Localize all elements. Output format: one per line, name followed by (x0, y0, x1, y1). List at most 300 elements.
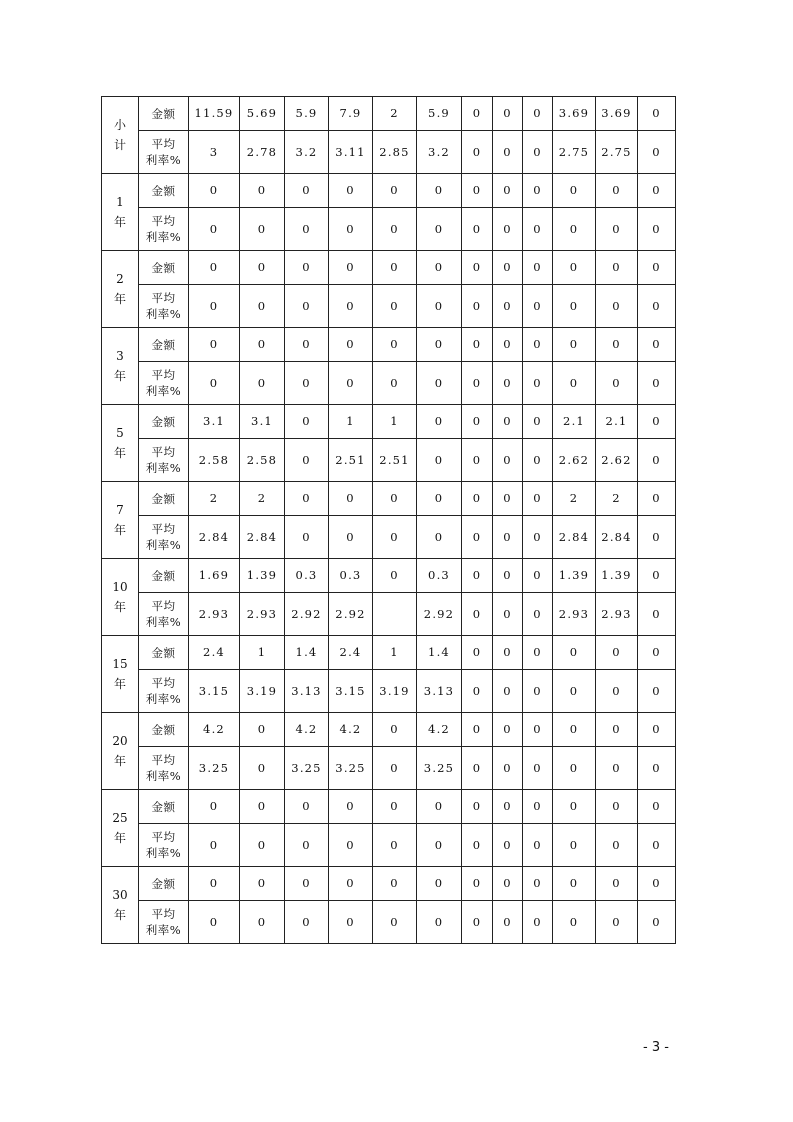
rate-cell: 0 (596, 824, 638, 867)
amount-cell: 1 (329, 405, 373, 439)
amount-cell: 0 (553, 636, 596, 670)
amount-cell: 0 (638, 482, 676, 516)
rate-cell: 2.93 (596, 593, 638, 636)
amount-cell: 0 (462, 790, 493, 824)
rate-cell: 0 (462, 593, 493, 636)
term-label (102, 713, 139, 790)
rate-cell: 3.2 (285, 131, 329, 174)
rate-cell: 0 (240, 747, 285, 790)
rate-cell: 0 (285, 208, 329, 251)
amount-cell: 5.9 (417, 97, 462, 131)
amount-cell: 2.1 (596, 405, 638, 439)
rate-cell: 0 (553, 747, 596, 790)
avg-rate-label-line: 平均 (151, 830, 176, 844)
rate-cell: 2.92 (329, 593, 373, 636)
term-label-line: 年 (113, 754, 126, 768)
rate-cell: 2.78 (240, 131, 285, 174)
term-label-line: 年 (113, 600, 126, 614)
amount-cell: 0 (638, 405, 676, 439)
amount-cell: 0 (493, 405, 523, 439)
term-label (102, 328, 139, 405)
rate-cell: 0 (462, 131, 493, 174)
avg-rate-label (139, 285, 189, 328)
term-label-line: 年 (113, 369, 126, 383)
avg-rate-label-line: 利率% (145, 230, 182, 244)
amount-cell: 0 (553, 328, 596, 362)
rate-cell: 0 (493, 747, 523, 790)
amount-cell: 0 (285, 251, 329, 285)
rate-cell: 2.93 (553, 593, 596, 636)
term-label (102, 867, 139, 944)
amount-cell: 0 (240, 867, 285, 901)
rate-cell: 2.93 (189, 593, 240, 636)
rate-cell: 2.58 (189, 439, 240, 482)
amount-cell: 0 (329, 328, 373, 362)
amount-cell: 1.39 (553, 559, 596, 593)
rate-cell: 0 (240, 362, 285, 405)
amount-label: 金额 (139, 405, 189, 439)
rate-cell: 2.92 (417, 593, 462, 636)
amount-cell: 2.4 (189, 636, 240, 670)
amount-cell: 0 (523, 251, 553, 285)
amount-label: 金额 (139, 328, 189, 362)
amount-cell: 2 (373, 97, 417, 131)
amount-cell: 0 (417, 867, 462, 901)
rate-cell: 0 (523, 362, 553, 405)
amount-label: 金额 (139, 636, 189, 670)
term-label-line: 3 (116, 349, 124, 363)
amount-cell: 0 (417, 328, 462, 362)
amount-cell: 0 (285, 482, 329, 516)
rate-cell: 0 (417, 439, 462, 482)
rate-cell: 0 (329, 901, 373, 944)
rate-cell: 0 (553, 901, 596, 944)
avg-rate-label-line: 平均 (151, 907, 176, 921)
table-row (102, 405, 676, 439)
rate-cell: 0 (523, 593, 553, 636)
rate-cell: 0 (553, 362, 596, 405)
term-label-line: 1 (116, 195, 124, 209)
rate-cell: 0 (553, 285, 596, 328)
amount-cell: 0 (417, 482, 462, 516)
rate-cell: 0 (523, 208, 553, 251)
rate-cell: 0 (462, 901, 493, 944)
amount-cell: 0 (329, 867, 373, 901)
amount-cell: 0 (596, 328, 638, 362)
rate-cell: 3.25 (285, 747, 329, 790)
rate-cell: 0 (596, 285, 638, 328)
rate-cell: 0 (638, 362, 676, 405)
amount-cell: 0 (189, 328, 240, 362)
amount-cell: 0 (462, 251, 493, 285)
rate-cell: 0 (493, 131, 523, 174)
amount-cell: 0 (596, 790, 638, 824)
amount-cell: 0 (417, 174, 462, 208)
rate-cell: 0 (462, 285, 493, 328)
rate-cell: 0 (329, 208, 373, 251)
rate-cell: 0 (638, 824, 676, 867)
amount-cell: 2 (240, 482, 285, 516)
amount-cell: 0 (596, 174, 638, 208)
amount-cell: 0 (462, 867, 493, 901)
amount-cell: 0 (329, 251, 373, 285)
rate-cell: 0 (493, 208, 523, 251)
rate-cell: 0 (493, 670, 523, 713)
amount-cell: 1.4 (417, 636, 462, 670)
table-row (102, 516, 676, 559)
rate-cell: 0 (493, 439, 523, 482)
amount-cell: 0 (553, 867, 596, 901)
avg-rate-label-line: 平均 (151, 522, 176, 536)
rate-cell: 2.85 (373, 131, 417, 174)
rate-cell: 0 (240, 208, 285, 251)
amount-cell: 3.69 (596, 97, 638, 131)
amount-cell: 0 (523, 482, 553, 516)
avg-rate-label-line: 利率% (145, 769, 182, 783)
rate-cell: 0 (189, 285, 240, 328)
table-row (102, 593, 676, 636)
rate-cell: 0 (523, 747, 553, 790)
term-label-line: 15 (112, 657, 128, 671)
amount-cell: 0 (596, 251, 638, 285)
amount-cell: 0 (493, 97, 523, 131)
table-row (102, 97, 676, 131)
term-label (102, 405, 139, 482)
term-label-line: 计 (113, 138, 126, 152)
amount-cell: 3.1 (240, 405, 285, 439)
amount-cell: 0 (417, 790, 462, 824)
rate-cell: 0 (329, 285, 373, 328)
avg-rate-label-line: 平均 (151, 445, 176, 459)
amount-cell: 0 (596, 636, 638, 670)
rate-cell: 0 (329, 824, 373, 867)
avg-rate-label-line: 利率% (145, 307, 182, 321)
amount-cell: 0 (493, 251, 523, 285)
rate-cell: 0 (462, 824, 493, 867)
rate-cell: 0 (523, 901, 553, 944)
amount-cell: 1.39 (240, 559, 285, 593)
rate-cell: 0 (285, 824, 329, 867)
rate-cell: 0 (373, 208, 417, 251)
rate-cell: 0 (523, 824, 553, 867)
amount-label: 金额 (139, 867, 189, 901)
amount-cell: 0 (638, 636, 676, 670)
rate-cell: 0 (417, 824, 462, 867)
rate-cell: 3.25 (189, 747, 240, 790)
rate-cell: 0 (373, 901, 417, 944)
amount-cell: 0 (373, 482, 417, 516)
amount-cell: 0 (462, 174, 493, 208)
amount-cell: 0 (189, 790, 240, 824)
amount-cell: 1 (373, 405, 417, 439)
rate-cell: 2.93 (240, 593, 285, 636)
avg-rate-label-line: 利率% (145, 923, 182, 937)
amount-cell: 0 (329, 482, 373, 516)
amount-cell: 0 (553, 251, 596, 285)
rate-cell: 3.19 (240, 670, 285, 713)
avg-rate-label (139, 670, 189, 713)
rate-cell: 0 (596, 362, 638, 405)
rate-cell: 0 (417, 362, 462, 405)
term-label (102, 790, 139, 867)
table-row (102, 636, 676, 670)
amount-cell: 0 (493, 867, 523, 901)
amount-cell: 0 (596, 713, 638, 747)
amount-cell: 0 (462, 713, 493, 747)
amount-cell: 2 (596, 482, 638, 516)
amount-cell: 0 (523, 97, 553, 131)
rate-cell: 0 (285, 285, 329, 328)
amount-cell: 0 (493, 328, 523, 362)
amount-cell: 1.69 (189, 559, 240, 593)
rate-cell: 3.13 (285, 670, 329, 713)
rate-cell: 3.15 (329, 670, 373, 713)
amount-label: 金额 (139, 482, 189, 516)
rate-cell: 2.58 (240, 439, 285, 482)
table-row (102, 131, 676, 174)
amount-label: 金额 (139, 713, 189, 747)
amount-cell: 0 (240, 328, 285, 362)
amount-cell: 0 (285, 867, 329, 901)
rate-cell: 2.92 (285, 593, 329, 636)
term-label-line: 年 (113, 677, 126, 691)
rate-cell: 3.11 (329, 131, 373, 174)
rate-cell: 0 (493, 593, 523, 636)
amount-cell: 0 (553, 174, 596, 208)
avg-rate-label (139, 901, 189, 944)
amount-cell: 4.2 (417, 713, 462, 747)
amount-cell: 0 (462, 482, 493, 516)
rate-cell: 0 (462, 516, 493, 559)
rate-cell: 0 (462, 439, 493, 482)
rate-cell: 0 (493, 362, 523, 405)
table-row (102, 867, 676, 901)
avg-rate-label-line: 利率% (145, 461, 182, 475)
term-label-line: 年 (113, 831, 126, 845)
amount-cell: 0 (638, 97, 676, 131)
avg-rate-label-line: 利率% (145, 538, 182, 552)
avg-rate-label (139, 747, 189, 790)
rate-cell: 2.75 (596, 131, 638, 174)
rate-cell: 0 (638, 439, 676, 482)
avg-rate-label-line: 平均 (151, 599, 176, 613)
rate-cell: 0 (553, 824, 596, 867)
amount-cell: 0 (462, 559, 493, 593)
rate-cell: 0 (285, 901, 329, 944)
amount-cell: 1 (240, 636, 285, 670)
term-label-line: 10 (112, 580, 128, 594)
rate-cell: 2.84 (596, 516, 638, 559)
avg-rate-label (139, 824, 189, 867)
avg-rate-label-line: 平均 (151, 214, 176, 228)
amount-cell: 3.1 (189, 405, 240, 439)
amount-cell: 2 (189, 482, 240, 516)
table-row (102, 559, 676, 593)
amount-cell: 1.4 (285, 636, 329, 670)
avg-rate-label-line: 利率% (145, 384, 182, 398)
amount-cell: 11.59 (189, 97, 240, 131)
amount-cell: 0 (373, 251, 417, 285)
term-label (102, 559, 139, 636)
amount-cell: 0 (285, 174, 329, 208)
amount-cell: 0 (417, 405, 462, 439)
term-label-line: 20 (112, 734, 128, 748)
amount-label: 金额 (139, 559, 189, 593)
rate-cell: 0 (638, 516, 676, 559)
amount-cell: 0 (240, 713, 285, 747)
table-row (102, 208, 676, 251)
amount-cell: 3.69 (553, 97, 596, 131)
amount-cell: 0 (373, 559, 417, 593)
term-label-line: 25 (112, 811, 128, 825)
rate-cell: 0 (638, 901, 676, 944)
rate-cell: 0 (523, 285, 553, 328)
rate-cell: 0 (373, 824, 417, 867)
rate-cell: 0 (462, 747, 493, 790)
amount-cell: 1 (373, 636, 417, 670)
amount-cell: 0 (189, 251, 240, 285)
amount-cell: 0 (373, 790, 417, 824)
avg-rate-label-line: 利率% (145, 615, 182, 629)
term-label-line: 30 (112, 888, 128, 902)
rate-cell: 0 (417, 285, 462, 328)
rate-cell: 2.75 (553, 131, 596, 174)
avg-rate-label-line: 平均 (151, 291, 176, 305)
amount-cell: 0 (493, 482, 523, 516)
rate-cell: 0 (493, 901, 523, 944)
amount-cell: 0 (523, 328, 553, 362)
amount-cell: 0 (462, 97, 493, 131)
amount-cell: 0 (462, 405, 493, 439)
rate-cell: 0 (462, 208, 493, 251)
rate-cell: 0 (329, 362, 373, 405)
amount-cell: 0 (373, 174, 417, 208)
amount-cell: 0 (523, 636, 553, 670)
avg-rate-label-line: 平均 (151, 753, 176, 767)
rate-cell: 0 (553, 208, 596, 251)
rate-cell: 2.51 (373, 439, 417, 482)
avg-rate-label (139, 362, 189, 405)
rate-cell: 0 (638, 285, 676, 328)
amount-cell: 0 (373, 713, 417, 747)
avg-rate-label-line: 平均 (151, 368, 176, 382)
amount-cell: 0 (523, 559, 553, 593)
term-label-line: 5 (116, 426, 124, 440)
rate-cell: 0 (638, 670, 676, 713)
rate-cell: 0 (189, 362, 240, 405)
term-label-line: 2 (116, 272, 124, 286)
table-row (102, 174, 676, 208)
amount-cell: 0 (638, 251, 676, 285)
rate-cell: 0 (638, 208, 676, 251)
term-label (102, 636, 139, 713)
rate-cell: 2.62 (553, 439, 596, 482)
table-row (102, 285, 676, 328)
rate-cell: 0 (189, 824, 240, 867)
rate-cell: 0 (493, 285, 523, 328)
amount-cell: 0 (189, 867, 240, 901)
table-row (102, 328, 676, 362)
amount-cell: 0 (638, 867, 676, 901)
rate-cell (373, 593, 417, 636)
amount-cell: 0 (240, 790, 285, 824)
term-label (102, 251, 139, 328)
rate-cell: 0 (240, 901, 285, 944)
amount-cell: 4.2 (329, 713, 373, 747)
amount-cell: 0 (553, 790, 596, 824)
rate-cell: 0 (638, 747, 676, 790)
amount-cell: 0.3 (329, 559, 373, 593)
amount-cell: 0.3 (285, 559, 329, 593)
term-label (102, 174, 139, 251)
amount-cell: 7.9 (329, 97, 373, 131)
rate-cell: 0 (553, 670, 596, 713)
rate-cell: 0 (462, 362, 493, 405)
amount-cell: 0 (285, 405, 329, 439)
amount-cell: 0 (329, 174, 373, 208)
amount-cell: 0 (462, 328, 493, 362)
rate-cell: 0 (493, 516, 523, 559)
table-row (102, 790, 676, 824)
amount-cell: 2.1 (553, 405, 596, 439)
rate-cell: 3.15 (189, 670, 240, 713)
amount-cell: 2.4 (329, 636, 373, 670)
amount-cell: 0 (638, 713, 676, 747)
rate-cell: 0 (523, 670, 553, 713)
amount-cell: 0 (638, 559, 676, 593)
amount-cell: 0 (523, 867, 553, 901)
rate-cell: 2.84 (240, 516, 285, 559)
amount-cell: 0 (638, 790, 676, 824)
term-label-line: 7 (116, 503, 124, 517)
rate-cell: 3.25 (329, 747, 373, 790)
table-row (102, 713, 676, 747)
rate-cell: 0 (417, 901, 462, 944)
avg-rate-label-line: 平均 (151, 676, 176, 690)
rate-cell: 0 (638, 593, 676, 636)
avg-rate-label (139, 131, 189, 174)
amount-cell: 0 (373, 328, 417, 362)
amount-cell: 0 (523, 713, 553, 747)
amount-cell: 0.3 (417, 559, 462, 593)
rate-cell: 0 (189, 208, 240, 251)
amount-cell: 0 (240, 251, 285, 285)
table-row (102, 824, 676, 867)
rate-cell: 2.84 (553, 516, 596, 559)
amount-cell: 0 (373, 867, 417, 901)
rate-cell: 0 (240, 285, 285, 328)
rate-cell: 3 (189, 131, 240, 174)
rate-cell: 0 (596, 670, 638, 713)
amount-cell: 0 (493, 790, 523, 824)
avg-rate-label (139, 439, 189, 482)
table-row (102, 670, 676, 713)
rate-cell: 0 (285, 362, 329, 405)
amount-label: 金额 (139, 251, 189, 285)
table-row (102, 362, 676, 405)
table-row (102, 251, 676, 285)
rate-cell: 0 (462, 670, 493, 713)
rate-cell: 0 (523, 516, 553, 559)
rate-cell: 2.84 (189, 516, 240, 559)
rate-cell: 2.62 (596, 439, 638, 482)
rate-cell: 0 (189, 901, 240, 944)
avg-rate-label-line: 利率% (145, 153, 182, 167)
rate-cell: 0 (417, 516, 462, 559)
rate-cell: 3.13 (417, 670, 462, 713)
amount-cell: 0 (240, 174, 285, 208)
table-row (102, 747, 676, 790)
